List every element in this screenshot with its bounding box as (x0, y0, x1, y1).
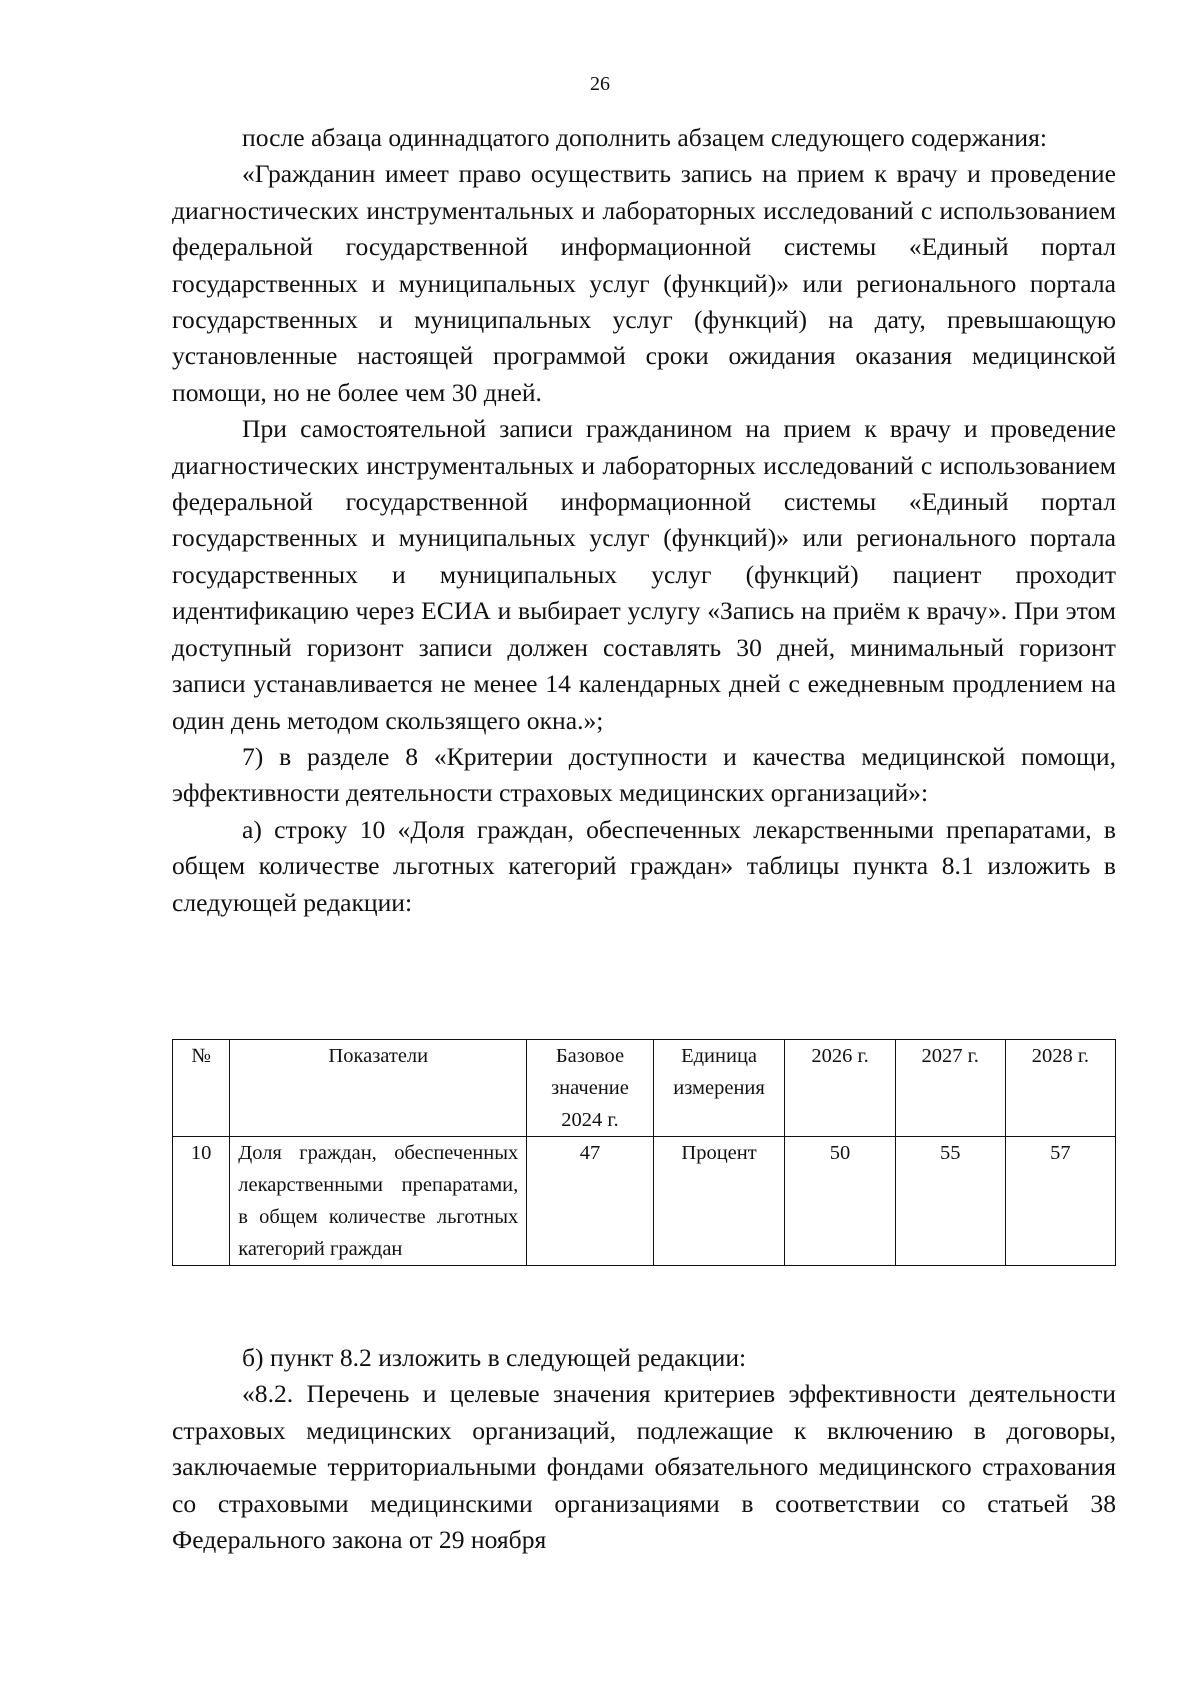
paragraph-section-8: 7) в разделе 8 «Критерии доступности и качества медицинской помощи, эффективности деятельности страховых медицинских организаций»: (172, 741, 1116, 808)
cell-unit: Процент (653, 1137, 785, 1266)
header-indicator: Показатели (230, 1040, 527, 1137)
paragraph-criteria-list: «8.2. Перечень и целевые значения критериев эффективности деятельности страховых медицинских организаций, подлежащие к включению в договоры, заключаемые территориальными фондами обязательного медицинского страхования со страховыми медицинскими организациями в соответствии со статьей 38 Федерального закона от 29 ноября (172, 1379, 1116, 1555)
header-num: № (173, 1040, 230, 1137)
page-number: 26 (590, 73, 610, 95)
criteria-table (172, 1039, 1116, 1266)
paragraph-point-8-2: б) пункт 8.2 изложить в следующей редакции: (242, 1343, 747, 1372)
header-2026: 2026 г. (785, 1040, 895, 1137)
paragraph-intro: после абзаца одиннадцатого дополнить абзацем следующего содержания: (242, 123, 1048, 152)
header-2027: 2027 г. (895, 1040, 1005, 1137)
body-text-bottom (172, 1340, 1116, 1558)
paragraph-citizen-right: «Гражданин имеет право осуществить запись на прием к врачу и проведение диагностических инструментальных и лабораторных исследований с использованием федеральной государственной информационной системы «Единый портал государственных и муниципальных услуг (функций)» или регионального портала государственных и муниципальных услуг (функций) на дату, превышающую установленные настоящей программой сроки ожидания оказания медицинской помощи, но не более чем 30 дней. (172, 159, 1116, 407)
header-unit: Единица измерения (653, 1040, 785, 1137)
header-base-value: Базовое значение 2024 г. (527, 1040, 653, 1137)
body-text-top (172, 120, 1116, 921)
cell-base-value: 47 (527, 1137, 653, 1266)
paragraph-self-registration: При самостоятельной записи гражданином на прием к врачу и проведение диагностических инструментальных и лабораторных исследований с использованием федеральной государственной информационной системы «Единый портал государственных и муниципальных услуг (функций)» или регионального портала государственных и муниципальных услуг (функций) пациент проходит идентификацию через ЕСИА и выбирает услугу «Запись на приём к врачу». При этом доступный горизонт записи должен составлять 30 дней, минимальный горизонт записи устанавливается не менее 14 календарных дней с ежедневным продлением на один день методом скользящего окна.»; (172, 414, 1116, 735)
cell-2028: 57 (1005, 1137, 1115, 1266)
table-row (173, 1137, 1116, 1266)
table-header-row (173, 1040, 1116, 1137)
cell-indicator: Доля граждан, обеспеченных лекарственными препаратами, в общем количестве льготных категорий граждан (230, 1137, 527, 1266)
cell-num: 10 (173, 1137, 230, 1266)
cell-2026: 50 (785, 1137, 895, 1266)
paragraph-row-10: а) строку 10 «Доля граждан, обеспеченных лекарственными препаратами, в общем количестве льготных категорий граждан» таблицы пункта 8.1 изложить в следующей редакции: (172, 814, 1116, 917)
cell-2027: 55 (895, 1137, 1005, 1266)
header-2028: 2028 г. (1005, 1040, 1115, 1137)
